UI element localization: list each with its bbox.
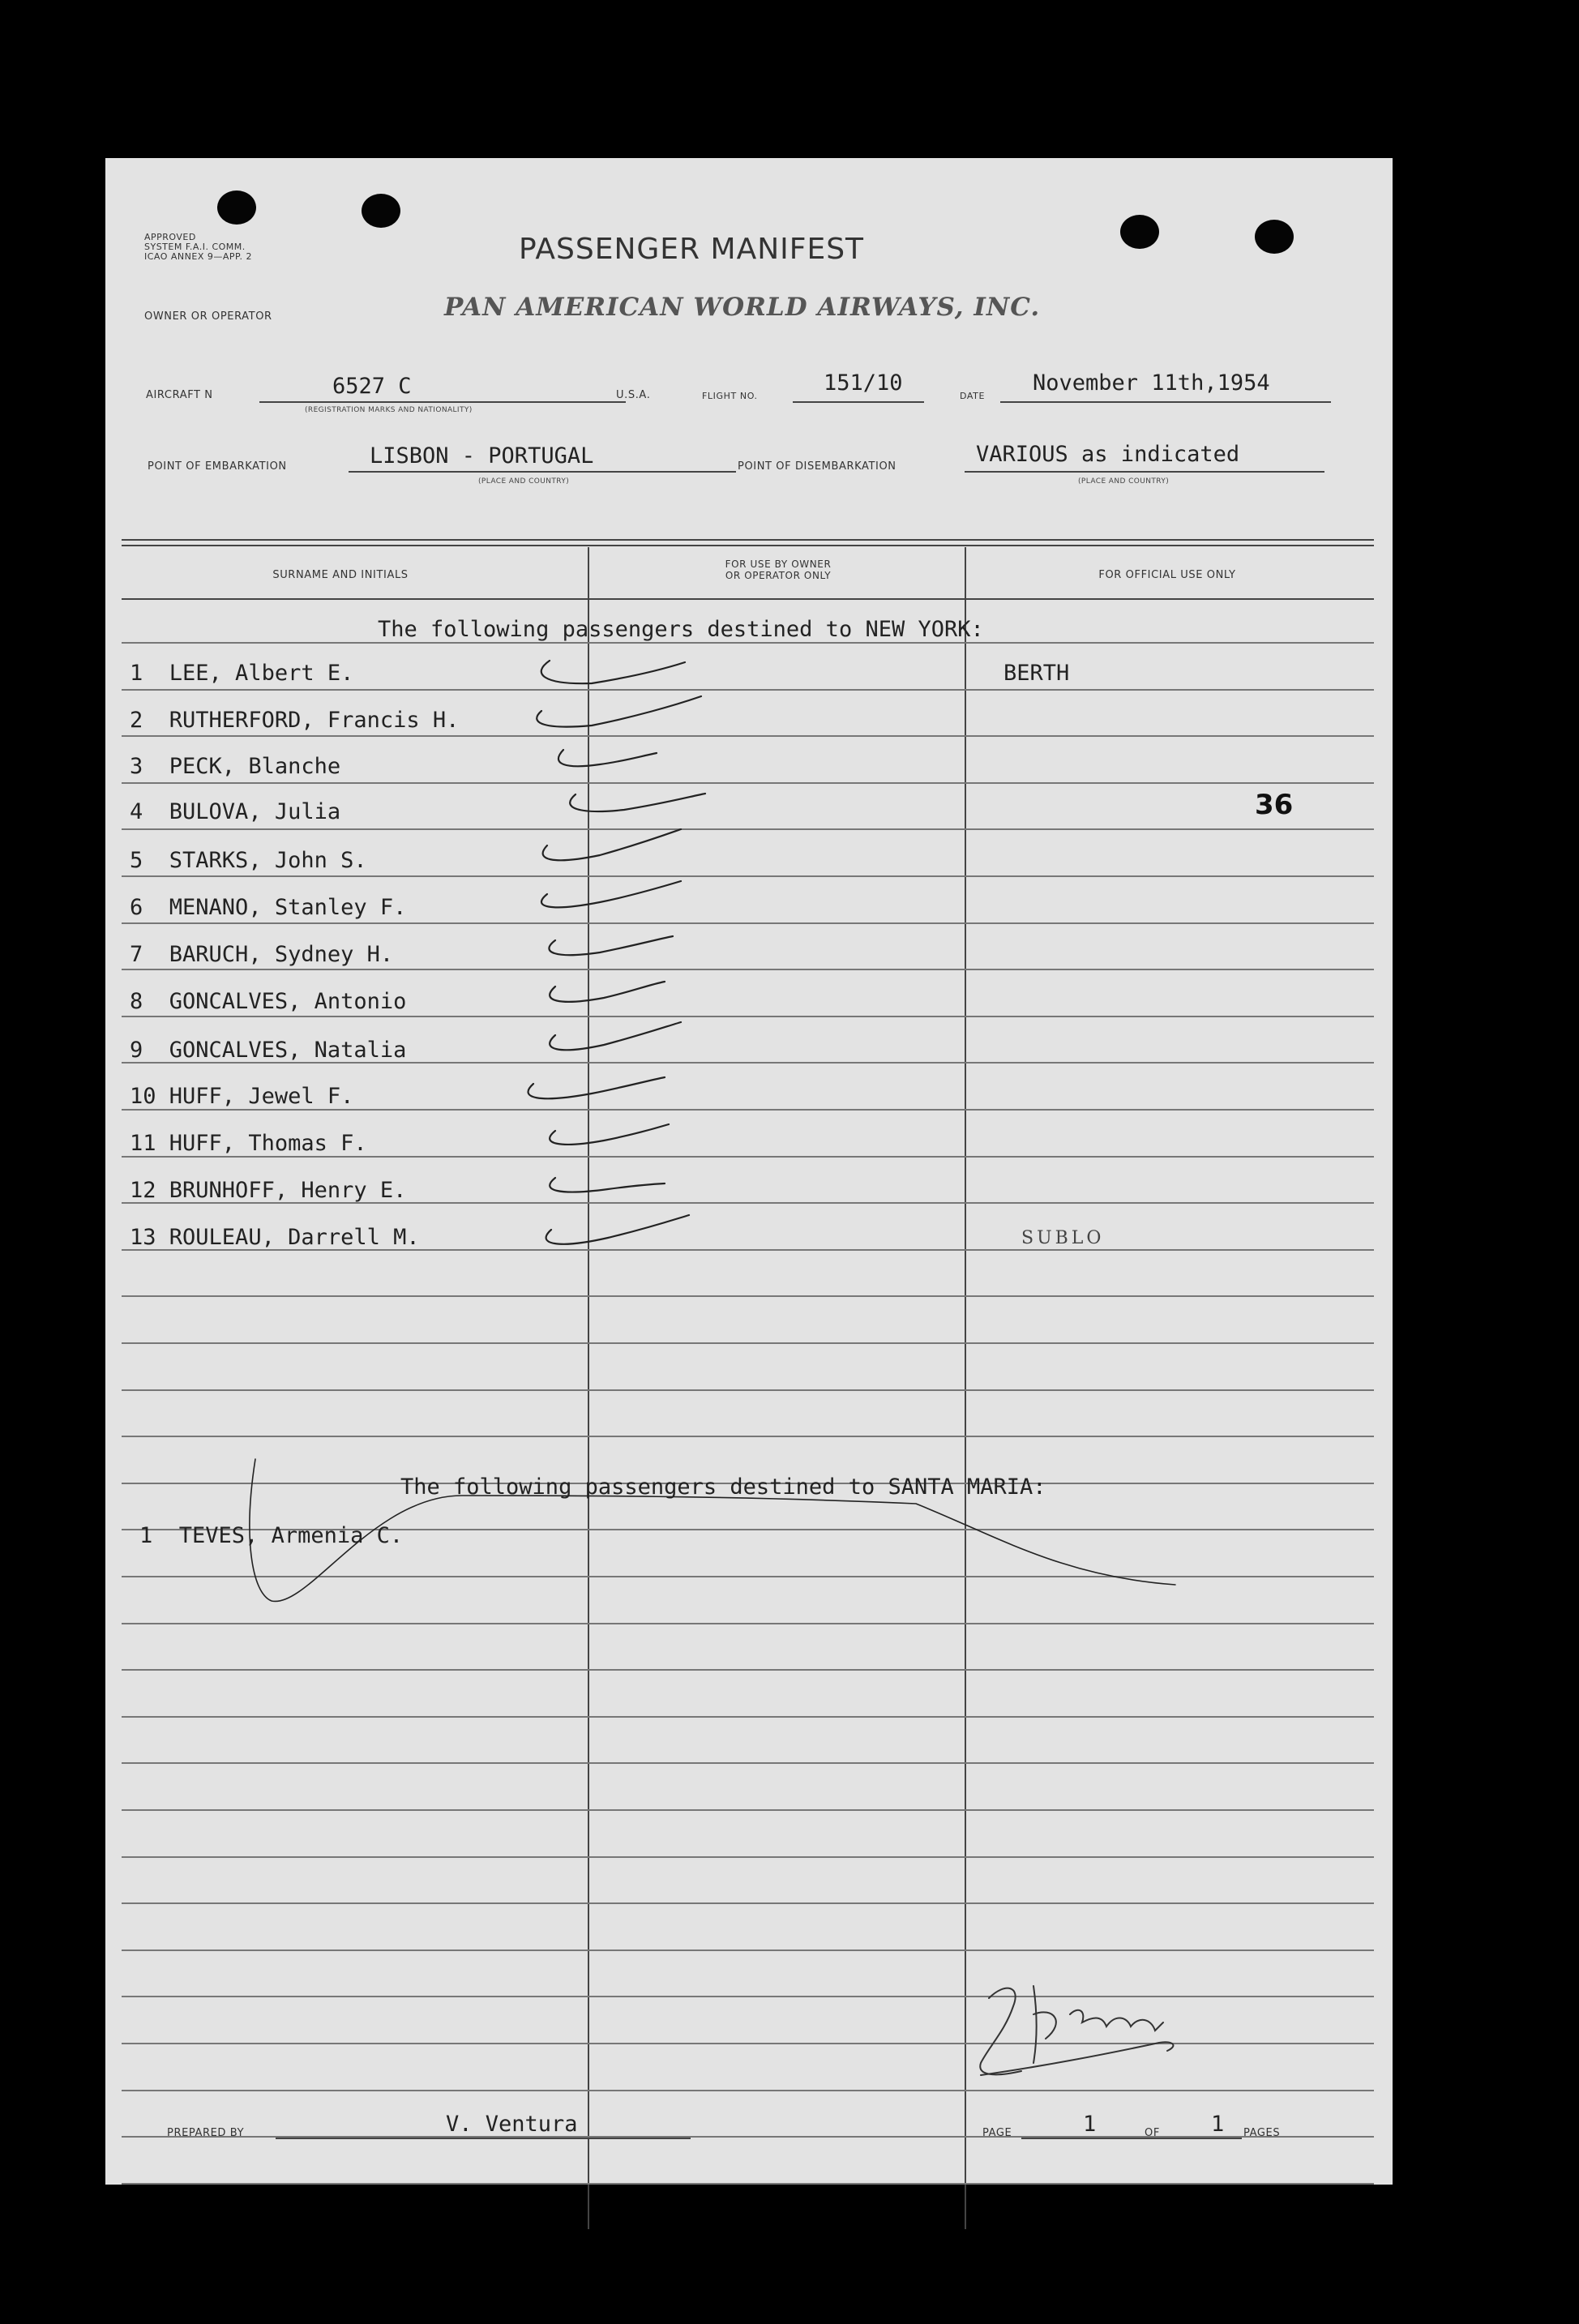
- date-label: DATE: [960, 391, 986, 401]
- group1-heading: The following passengers destined to NEW YORK:: [378, 617, 984, 642]
- check-mark: [570, 794, 705, 811]
- passenger-number: 1: [130, 661, 143, 686]
- owner-label: OWNER OR OPERATOR: [144, 310, 272, 323]
- col-owner-line2: OR OPERATOR ONLY: [725, 570, 832, 581]
- approval-line: SYSTEM F.A.I. COMM.: [144, 242, 246, 252]
- passenger-name: LEE, Albert E.: [169, 661, 354, 686]
- col-owner-line1: FOR USE BY OWNER: [725, 559, 832, 570]
- passenger-name: RUTHERFORD, Francis H.: [169, 708, 460, 733]
- passenger-number: 12: [130, 1178, 156, 1203]
- embarkation-sub: (PLACE AND COUNTRY): [478, 477, 570, 486]
- check-mark: [541, 881, 681, 907]
- manifest-sheet: [105, 158, 1393, 2185]
- prepared-value: V. Ventura: [446, 2112, 578, 2137]
- passenger-number: 10: [130, 1084, 156, 1109]
- embarkation-value: LISBON - PORTUGAL: [370, 443, 594, 469]
- passenger-name: PECK, Blanche: [169, 754, 341, 779]
- flight-value: 151/10: [824, 370, 903, 396]
- passenger-name: STARKS, John S.: [169, 848, 367, 873]
- aircraft-value: 6527 C: [332, 374, 412, 399]
- approval-line: APPROVED: [144, 232, 196, 242]
- passenger-name: TEVES, Armenia C.: [178, 1523, 404, 1548]
- check-mark: [537, 696, 701, 727]
- prepared-label: PREPARED BY: [167, 2127, 245, 2139]
- page-value: 1: [1083, 2112, 1097, 2137]
- pages-label: PAGES: [1243, 2127, 1281, 2139]
- passenger-number: 13: [130, 1225, 156, 1250]
- flight-label: FLIGHT NO.: [702, 391, 758, 401]
- passenger-number: 5: [130, 848, 143, 873]
- disembarkation-label: POINT OF DISEMBARKATION: [738, 460, 896, 473]
- passenger-number: 9: [130, 1038, 143, 1063]
- check-mark: [558, 750, 657, 766]
- check-mark: [550, 1178, 665, 1192]
- passenger-name: GONCALVES, Antonio: [169, 989, 407, 1014]
- col-official: FOR OFFICIAL USE ONLY: [1098, 569, 1236, 581]
- check-mark: [549, 936, 673, 955]
- check-mark: [543, 829, 681, 860]
- passenger-number: 1: [139, 1523, 153, 1548]
- group2-heading: The following passengers destined to SANTA MARIA:: [400, 1474, 1046, 1500]
- passenger-name: MENANO, Stanley F.: [169, 895, 407, 920]
- approval-line: ICAO ANNEX 9—APP. 2: [144, 251, 252, 262]
- check-mark: [528, 1077, 665, 1098]
- embarkation-label: POINT OF EMBARKATION: [148, 460, 287, 473]
- airline-name: PAN AMERICAN WORLD AIRWAYS, INC.: [444, 293, 1041, 322]
- passenger-name: BRUNHOFF, Henry E.: [169, 1178, 407, 1203]
- passenger-number: 11: [130, 1131, 156, 1156]
- date-value: November 11th,1954: [1033, 370, 1270, 396]
- form-title: PASSENGER MANIFEST: [519, 233, 865, 266]
- passenger-name: HUFF, Jewel F.: [169, 1084, 354, 1109]
- col-surname: SURNAME AND INITIALS: [272, 569, 409, 581]
- check-mark: [550, 1022, 681, 1050]
- pages-value: 1: [1211, 2112, 1225, 2137]
- pen-stroke: [250, 1459, 1175, 1602]
- check-mark: [541, 661, 685, 683]
- check-mark: [550, 1124, 669, 1145]
- passenger-name: ROULEAU, Darrell M.: [169, 1225, 420, 1250]
- passenger-number: 3: [130, 754, 143, 779]
- check-mark: [546, 1215, 689, 1244]
- usa-label: U.S.A.: [616, 389, 651, 401]
- passenger-number: 8: [130, 989, 143, 1014]
- aircraft-label: AIRCRAFT N: [146, 389, 213, 401]
- passenger-name: HUFF, Thomas F.: [169, 1131, 367, 1156]
- signature: [956, 1966, 1200, 2087]
- aircraft-sub: (REGISTRATION MARKS AND NATIONALITY): [305, 406, 473, 414]
- passenger-number: 6: [130, 895, 143, 920]
- check-marks: [105, 158, 1393, 2185]
- check-mark: [550, 982, 665, 1002]
- passenger-number: 4: [130, 799, 143, 824]
- disembarkation-sub: (PLACE AND COUNTRY): [1078, 477, 1170, 486]
- page-label: PAGE: [982, 2127, 1012, 2139]
- handwritten-note: SUBLO: [1021, 1228, 1105, 1248]
- handwritten-count: 36: [1255, 789, 1294, 821]
- passenger-number: 7: [130, 942, 143, 967]
- disembarkation-value: VARIOUS as indicated: [976, 442, 1240, 467]
- of-label: OF: [1145, 2127, 1160, 2139]
- passenger-name: BULOVA, Julia: [169, 799, 341, 824]
- berth-note: BERTH: [1003, 661, 1070, 686]
- passenger-number: 2: [130, 708, 143, 733]
- passenger-name: GONCALVES, Natalia: [169, 1038, 407, 1063]
- passenger-name: BARUCH, Sydney H.: [169, 942, 394, 967]
